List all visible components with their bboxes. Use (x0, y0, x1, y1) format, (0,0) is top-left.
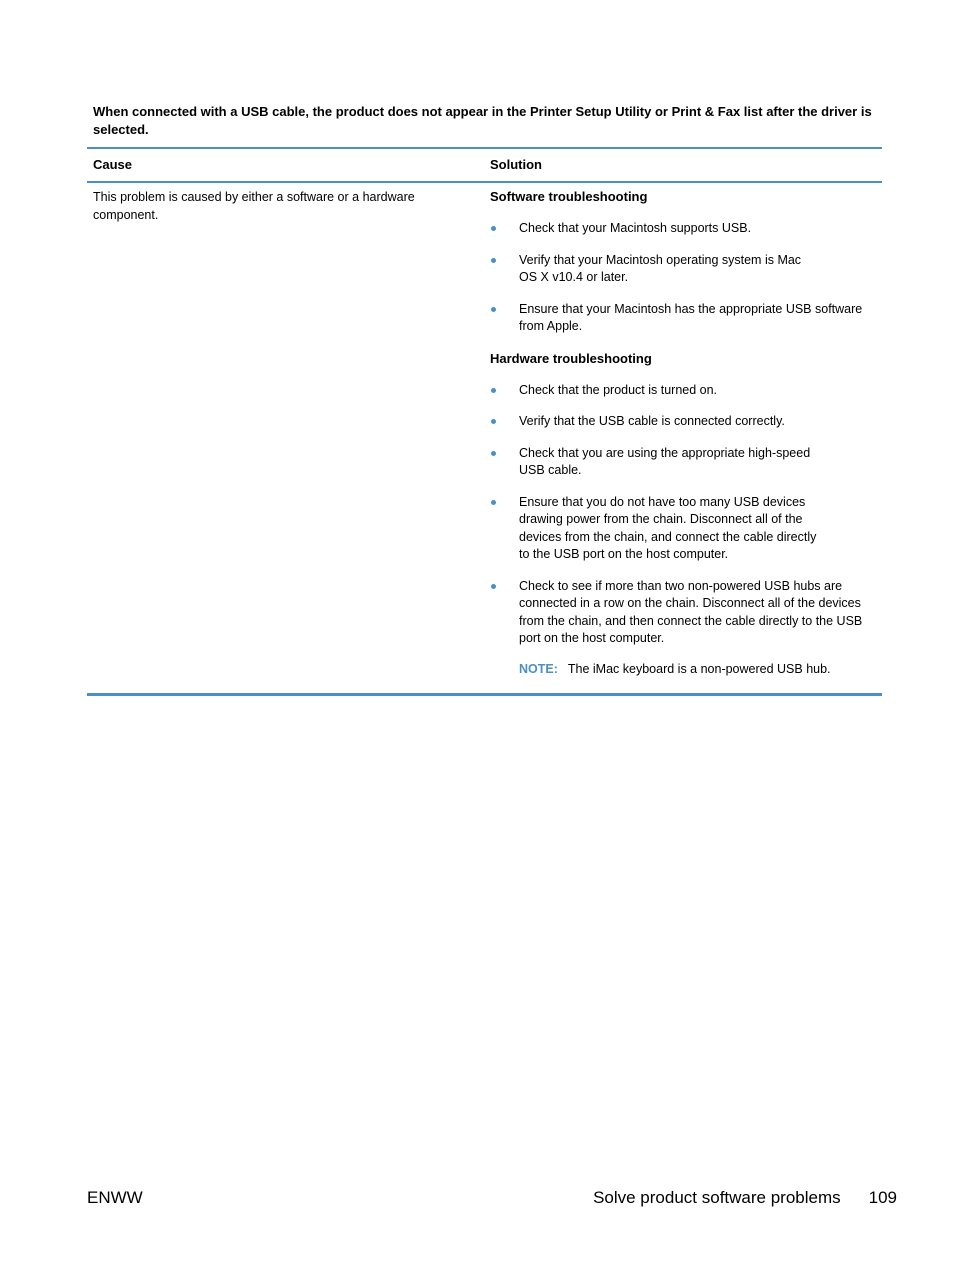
solution-cell (490, 188, 870, 678)
list-item: Check to see if more than two non-powered USB hubs are connected in a row on the chain. Disconnect all of the devices from the chain, and then connect the cable directly to the USB port on the host computer. (490, 578, 870, 648)
table-row (87, 183, 882, 696)
table-header-row (87, 149, 882, 183)
bullet-icon (491, 307, 496, 312)
bullet-icon (491, 258, 496, 263)
list-item: Check that your Macintosh supports USB. (490, 220, 870, 238)
troubleshooting-table (87, 147, 882, 696)
bullet-icon (491, 584, 496, 589)
list-item: Ensure that your Macintosh has the appropriate USB software from Apple. (490, 301, 870, 336)
cause-cell: This problem is caused by either a software or a hardware component. (93, 190, 415, 222)
hardware-troubleshooting-heading: Hardware troubleshooting (490, 350, 652, 366)
section-heading: When connected with a USB cable, the product does not appear in the Printer Setup Utility or Print & Fax list after the driver is selected. (93, 104, 872, 137)
bullet-icon (491, 388, 496, 393)
column-header-solution: Solution (490, 157, 542, 172)
list-item: Ensure that you do not have too many USB devices drawing power from the chain. Disconnect all of the devices from the chain, and connect the cable directly to the USB port on the host computer. (490, 494, 870, 564)
page-number: 109 (868, 1188, 897, 1207)
software-troubleshooting-list (490, 220, 870, 336)
bullet-icon (491, 500, 496, 505)
list-item: Verify that the USB cable is connected correctly. (490, 413, 870, 431)
bullet-icon (491, 226, 496, 231)
column-header-cause: Cause (93, 157, 133, 172)
footer-enww: ENWW (87, 1188, 143, 1207)
list-item: Check that you are using the appropriate high-speed USB cable. (490, 445, 870, 480)
note-label: NOTE: (519, 661, 558, 676)
list-item: Check that the product is turned on. (490, 382, 870, 400)
bullet-icon (491, 419, 496, 424)
hardware-troubleshooting-list (490, 382, 870, 648)
footer-section (593, 1187, 897, 1209)
software-troubleshooting-heading: Software troubleshooting (490, 189, 648, 204)
note-text: The iMac keyboard is a non-powered USB hub. (567, 661, 831, 676)
list-item: Verify that your Macintosh operating system is Mac OS X v10.4 or later. (490, 252, 870, 287)
bullet-icon (491, 451, 496, 456)
note (490, 660, 870, 678)
footer-section-title: Solve product software problems (593, 1188, 841, 1207)
